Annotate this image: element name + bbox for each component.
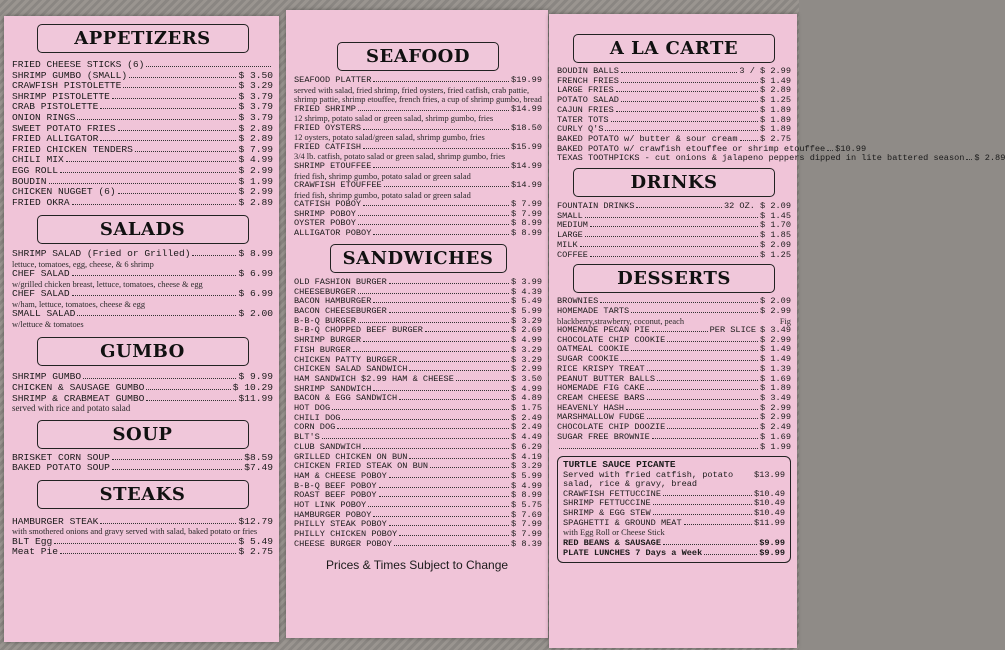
item-name: CHEESEBURGER — [294, 286, 356, 297]
item-name: SEAFOOD PLATTER — [294, 75, 372, 85]
per-slice-label: PER SLICE — [709, 325, 757, 336]
item-name: FRIED CHICKEN TENDERS — [12, 143, 133, 155]
item-price: 32 OZ. $ 2.09 — [723, 201, 791, 212]
fig-label: Fig — [779, 316, 791, 326]
item-price: $ 3.29 — [511, 344, 542, 355]
item-price: $ 3.79 — [238, 90, 273, 102]
item-price: $ 1.89 — [760, 104, 791, 115]
item-price: $ 3.29 — [511, 354, 542, 365]
item-price: $ 4.99 — [511, 383, 542, 394]
item-price: $ 3.99 — [511, 276, 542, 287]
item-price: $ 2.49 — [511, 422, 542, 433]
item-price: $ 2.99 — [760, 305, 791, 316]
spaghetti-note: with Egg Roll or Cheese Stick — [563, 528, 665, 538]
item-price: $ 3.50 — [238, 69, 273, 81]
item-name: FRIED CATFISH — [294, 141, 362, 152]
menu-panel-right — [549, 14, 1005, 648]
item-price: $ 1.89 — [760, 124, 791, 135]
item-name: BACON CHEESEBURGER — [294, 305, 387, 316]
special-title-price: $13.99 — [754, 469, 785, 480]
menu-item — [294, 181, 542, 191]
gumbo-header: GUMBO — [37, 337, 249, 366]
menu-item — [294, 229, 542, 239]
item-price: $ 2.49 — [760, 422, 791, 433]
item-name: CRAWFISH ETOUFFEE — [294, 179, 382, 190]
item-name: HOMEMADE TARTS — [557, 305, 630, 316]
item-name: CAJUN FRIES — [557, 104, 614, 115]
item-name: BACON HAMBURGER — [294, 296, 372, 307]
item-note: 12 shrimp, potato salad or green salad, shrimp gumbo, fries — [294, 114, 494, 124]
item-name: PHILLY STEAK POBOY — [294, 519, 387, 530]
item-name: FRENCH FRIES — [557, 75, 619, 86]
item-name: FISH BURGER — [294, 344, 351, 355]
item-price: $ 5.99 — [511, 470, 542, 481]
prices-notice: Prices & Times Subject to Change — [325, 557, 509, 572]
item-price: $ 3.50 — [511, 373, 542, 384]
item-name: SHRIMP GUMBO — [12, 371, 82, 383]
item-price: $ 7.69 — [511, 509, 542, 520]
menu-item — [557, 202, 791, 212]
item-name: COFFEE — [557, 249, 588, 260]
item-price: $ 2.99 — [760, 334, 791, 345]
item-price: $ 4.49 — [511, 432, 542, 443]
item-note: served with salad, fried shrimp, fried oysters, fried catfish, crab pattie, shrimp pattie, shrimp etouffee, french fries, a cup of shrimp gumbo, bread — [294, 85, 542, 105]
item-name: HOT LINK POBOY — [294, 500, 367, 511]
menu-panel-left — [4, 16, 279, 642]
item-price: $ 3.29 — [238, 80, 273, 92]
item-name: CRAB PISTOLETTE — [12, 101, 99, 113]
plate-lunch-name: PLATE LUNCHES 7 Days a Week — [563, 548, 703, 559]
item-price: $ 4.39 — [511, 286, 542, 297]
item-name: CLUB SANDWICH — [294, 441, 362, 452]
item-note: w/lettuce & tomatoes — [12, 319, 84, 329]
item-name: TEXAS TOOTHPICKS - cut onions & jalapeno peppers dipped in lite battered season — [557, 153, 965, 164]
item-price: $15.99 — [511, 141, 542, 152]
item-price: $ 1.75 — [511, 403, 542, 414]
item-price: $ 4.99 — [238, 154, 273, 166]
item-name: CREAM CHEESE BARS — [557, 392, 645, 403]
item-price: $11.99 — [238, 392, 273, 404]
item-price: $12.79 — [238, 515, 273, 527]
item-name: POTATO SALAD — [557, 95, 619, 106]
appetizers-list — [12, 60, 273, 208]
menu-item — [12, 289, 273, 300]
item-name: SHRIMP & EGG STEW — [563, 508, 651, 519]
item-price: $ 2.75 — [238, 546, 273, 558]
item-price: $ 7.99 — [511, 199, 542, 210]
item-price: $ 8.99 — [511, 490, 542, 501]
menu-item — [12, 463, 273, 474]
sandwiches-header: SANDWICHES — [330, 244, 507, 273]
gumbo-list — [12, 372, 273, 404]
item-price: $10.49 — [754, 508, 785, 519]
item-price: $ 2.99 — [238, 186, 273, 198]
item-price: $ 3.29 — [511, 461, 542, 472]
plate-lunch-price: $9.99 — [759, 548, 785, 559]
item-name: CHICKEN PATTY BURGER — [294, 354, 398, 365]
item-name: B-B-Q BURGER — [294, 315, 356, 326]
item-name: CHOCOLATE CHIP DOOZIE — [557, 422, 666, 433]
item-price: $ 3.49 — [760, 392, 791, 403]
special-title-note-row — [563, 471, 785, 490]
menu-item — [294, 423, 542, 433]
soup-header: SOUP — [37, 420, 249, 449]
item-price: $ 1.25 — [760, 95, 791, 106]
menu-item — [12, 547, 273, 558]
item-name: PEANUT BUTTER BALLS — [557, 373, 655, 384]
menu-item — [557, 221, 791, 231]
item-name: ALLIGATOR POBOY — [294, 228, 372, 239]
item-name: OLD FASHION BURGER — [294, 276, 387, 287]
item-name: SHRIMP POBOY — [294, 208, 356, 219]
item-name: CHOCOLATE CHIP COOKIE — [557, 334, 666, 345]
item-name: SHRIMP FETTUCCINE — [563, 498, 651, 509]
item-price: $ 2.89 — [760, 85, 791, 96]
red-beans-name: RED BEANS & SAUSAGE — [563, 537, 661, 548]
item-name: HOT DOG — [294, 403, 331, 414]
item-name: B-B-Q BEEF POBOY — [294, 480, 377, 491]
item-price: $ 7.99 — [511, 529, 542, 540]
item-price: $ 2.75 — [760, 133, 791, 144]
item-name: BLT'S — [294, 432, 320, 443]
item-price: $8.59 — [244, 451, 273, 463]
item-name: CHILI DOG — [294, 412, 341, 423]
item-name: BACON & EGG SANDWICH — [294, 393, 398, 404]
item-price: $ 2.00 — [238, 308, 273, 320]
item-name: HAMBURGER POBOY — [294, 509, 372, 520]
item-name: BLT Egg — [12, 535, 53, 547]
item-name: CHICKEN & SAUSAGE GUMBO — [12, 381, 145, 393]
item-name: SUGAR COOKIE — [557, 354, 619, 365]
special-title: TURTLE SAUCE PICANTE — [563, 459, 676, 471]
item-name: HOMEMADE FIG CAKE — [557, 383, 645, 394]
item-name: ONION RINGS — [12, 111, 76, 123]
special-title-note: Served with fried catfish, potato salad, rice & gravy, bread — [563, 469, 734, 490]
item-name: SHRIMP PISTOLETTE — [12, 90, 110, 102]
drinks-list — [557, 202, 791, 260]
item-name: B-B-Q CHOPPED BEEF BURGER — [294, 325, 423, 336]
menu-item — [563, 519, 785, 529]
item-price: $ 9.99 — [238, 371, 273, 383]
item-name: FOUNTAIN DRINKS — [557, 201, 635, 212]
item-name: PHILLY CHICKEN POBOY — [294, 529, 398, 540]
seafood-header: SEAFOOD — [337, 42, 499, 71]
item-price: $ 1.99 — [760, 441, 791, 452]
item-price: $ 6.99 — [238, 288, 273, 300]
menu-item — [12, 309, 273, 320]
item-name: OATMEAL COOKIE — [557, 344, 630, 355]
item-name: MARSHMALLOW FUDGE — [557, 412, 645, 423]
item-note: w/ham, lettuce, tomatoes, cheese & egg — [12, 299, 146, 309]
steaks-header: STEAKS — [37, 480, 249, 509]
menu-item — [12, 113, 273, 124]
item-price: $ 7.99 — [511, 519, 542, 530]
item-price: $ 2.99 — [511, 364, 542, 375]
item-name: SHRIMP & CRABMEAT GUMBO — [12, 392, 145, 404]
item-note: fried fish, shrimp gumbo, potato salad or green salad — [294, 190, 471, 200]
menu-item — [12, 60, 273, 71]
item-name: SMALL SALAD — [12, 308, 76, 320]
specials-list — [563, 490, 785, 529]
item-price: $ 1.69 — [760, 431, 791, 442]
menu-item — [557, 433, 791, 443]
item-price: $ 8.39 — [511, 538, 542, 549]
item-name: FRIED ALLIGATOR — [12, 133, 99, 145]
seafood-list — [294, 76, 542, 239]
item-note: w/grilled chicken breast, lettuce, tomatoes, cheese & egg — [12, 279, 203, 289]
item-name: CHICKEN NUGGET (6) — [12, 186, 116, 198]
item-name: HOMEMADE PECAN PIE — [557, 325, 650, 336]
red-beans-price: $9.99 — [759, 537, 785, 548]
item-price: $ 2.99 — [238, 164, 273, 176]
item-price: $10.99 — [835, 143, 867, 154]
item-name: FRIED CHEESE STICKS (6) — [12, 59, 145, 70]
item-price: $ 2.89 — [974, 153, 1005, 164]
item-price: $ 2.49 — [511, 412, 542, 423]
item-name: SPAGHETTI & GROUND MEAT — [563, 517, 682, 528]
item-name: CRAWFISH FETTUCCINE — [563, 488, 661, 499]
menu-item — [12, 269, 273, 280]
item-price: $ 1.85 — [760, 230, 791, 241]
menu-item — [557, 231, 791, 241]
item-name: Meat Pie — [12, 546, 59, 558]
item-price: $ 3.49 — [760, 325, 791, 336]
item-price: $ 3.79 — [238, 111, 273, 123]
item-price: $ 2.89 — [238, 122, 273, 134]
menu-item — [294, 143, 542, 153]
item-name: BAKED POTATO w/ crawfish etouffee or shrimp etouffee — [557, 143, 826, 154]
item-price: $ 5.99 — [511, 305, 542, 316]
item-price: $ 4.89 — [511, 393, 542, 404]
item-price: $14.99 — [511, 160, 542, 171]
item-note: 3/4 lb. catfish, potato salad or green salad, shrimp gumbo, fries — [294, 152, 506, 162]
menu-item — [12, 383, 273, 394]
menu-item — [294, 76, 542, 86]
item-price: $ 1.49 — [760, 75, 791, 86]
item-name: BOUDIN BALLS — [557, 66, 619, 76]
item-name: FRIED OKRA — [12, 196, 70, 208]
item-name: LARGE — [557, 230, 583, 241]
item-name: MEDIUM — [557, 220, 588, 231]
item-price: $ 4.99 — [511, 335, 542, 346]
item-name: SHRIMP SANDWICH — [294, 383, 372, 394]
item-name: HAM SANDWICH $2.99 HAM & CHEESE — [294, 373, 454, 384]
item-price: $ 2.09 — [760, 239, 791, 250]
item-note: 12 oysters, potato salad/green salad, shrimp gumbo, fries — [294, 133, 485, 143]
item-name: SWEET POTATO FRIES — [12, 122, 116, 134]
item-price: $ 1.49 — [760, 344, 791, 355]
menu-item — [12, 517, 273, 528]
item-price: $ 1.89 — [760, 114, 791, 125]
item-price: $10.49 — [754, 498, 785, 509]
item-price: $ 6.29 — [511, 441, 542, 452]
item-note: with smothered onions and gravy served with salad, baked potato or fries — [12, 527, 258, 537]
item-price: $ 3.79 — [238, 101, 273, 113]
menu-item — [557, 241, 791, 251]
item-name: FRIED OYSTERS — [294, 122, 362, 133]
menu-item — [557, 443, 791, 453]
item-name: CHICKEN SALAD SANDWICH — [294, 364, 408, 375]
item-price: $ 2.99 — [760, 412, 791, 423]
item-price: $ 2.89 — [238, 133, 273, 145]
appetizers-header: APPETIZERS — [37, 24, 249, 53]
item-price: $ 8.99 — [511, 218, 542, 229]
item-name: SHRIMP GUMBO (SMALL) — [12, 69, 128, 81]
item-price: $10.49 — [754, 488, 785, 499]
item-price: $ 1.70 — [760, 220, 791, 231]
item-name: BAKED POTATO w/ butter & sour cream — [557, 133, 738, 144]
item-price: $ 1.39 — [760, 363, 791, 374]
specials-box — [557, 456, 791, 563]
menu-item — [294, 124, 542, 134]
item-price: $ 8.99 — [238, 248, 273, 260]
item-name: TATER TOTS — [557, 114, 609, 125]
salads-list — [12, 249, 273, 329]
menu-item — [294, 540, 542, 550]
item-name: MILK — [557, 239, 578, 250]
item-price: $ 4.99 — [511, 480, 542, 491]
item-price: $ 2.69 — [511, 325, 542, 336]
item-price: $ 10.29 — [232, 381, 273, 393]
item-name: SHRIMP SALAD (Fried or Grilled) — [12, 248, 191, 260]
item-name: BRISKET CORN SOUP — [12, 451, 110, 463]
item-price: $ 1.25 — [760, 249, 791, 260]
sandwiches-list — [294, 278, 542, 550]
item-price: $ 4.19 — [511, 451, 542, 462]
item-name: CHICKEN FRIED STEAK ON BUN — [294, 461, 429, 472]
item-name: OYSTER POBOY — [294, 218, 356, 229]
gumbo-note: served with rice and potato salad — [12, 403, 131, 414]
item-price: $19.99 — [511, 75, 542, 85]
menu-panel-middle — [286, 10, 548, 638]
item-price: $11.99 — [754, 517, 785, 528]
item-price: $ 5.49 — [511, 296, 542, 307]
menu-item — [557, 307, 791, 317]
item-name: CRAWFISH PISTOLETTE — [12, 80, 122, 92]
item-name: RICE KRISPY TREAT — [557, 363, 645, 374]
item-price: $ 1.99 — [238, 175, 273, 187]
item-name: CHEESE BURGER POBOY — [294, 538, 392, 549]
menu-item — [294, 105, 542, 115]
item-name: BROWNIES — [557, 296, 599, 307]
item-name: SHRIMP BURGER — [294, 335, 362, 346]
item-name: CORN DOG — [294, 422, 336, 433]
drinks-header: DRINKS — [573, 168, 775, 197]
item-name: HAM & CHEESE POBOY — [294, 470, 387, 481]
item-name: CHEF SALAD — [12, 288, 70, 300]
menu-item — [12, 166, 273, 177]
item-price: $ 5.75 — [511, 500, 542, 511]
item-price: $ 1.89 — [760, 383, 791, 394]
salads-header: SALADS — [37, 215, 249, 244]
item-name: LARGE FRIES — [557, 85, 614, 96]
item-price: $ 1.49 — [760, 354, 791, 365]
item-note: fried fish, shrimp gumbo, potato salad or green salad — [294, 171, 471, 181]
item-name: BOUDIN — [12, 175, 47, 187]
item-name: EGG ROLL — [12, 164, 59, 176]
menu-item — [557, 212, 791, 222]
menu-item — [557, 153, 1005, 164]
item-name: SHRIMP ETOUFFEE — [294, 160, 372, 171]
item-price: $ 7.99 — [511, 208, 542, 219]
item-name: CATFISH POBOY — [294, 199, 362, 210]
item-name: SUGAR FREE BROWNIE — [557, 431, 650, 442]
item-price: $ 2.89 — [238, 196, 273, 208]
item-name: FRIED SHRIMP — [294, 103, 356, 114]
red-beans-row — [563, 538, 785, 549]
item-name: GRILLED CHICKEN ON BUN — [294, 451, 408, 462]
item-price: $ 1.69 — [760, 373, 791, 384]
item-name: BAKED POTATO SOUP — [12, 462, 110, 474]
item-price: $ 3.29 — [511, 315, 542, 326]
item-price: $ 1.45 — [760, 210, 791, 221]
item-name: HAMBURGER STEAK — [12, 515, 99, 527]
item-price: $ 8.99 — [511, 228, 542, 239]
item-name: SMALL — [557, 210, 583, 221]
desserts-list — [557, 297, 791, 452]
item-name: ROAST BEEF POBOY — [294, 490, 377, 501]
item-note: lettuce, tomatoes, egg, cheese, & 6 shrimp — [12, 259, 154, 269]
item-price: $ 6.99 — [238, 268, 273, 280]
item-price: 3 / $ 2.99 — [739, 66, 791, 76]
alacarte-list — [557, 66, 1005, 164]
item-name: CHEF SALAD — [12, 268, 70, 280]
alacarte-header: A LA CARTE — [573, 34, 775, 63]
plate-lunch-row — [563, 548, 785, 559]
item-price: $ 2.09 — [760, 296, 791, 307]
menu-item — [294, 394, 542, 404]
item-note: blackberry,strawberry, coconut, peach Fig — [557, 316, 791, 326]
menu-item — [12, 198, 273, 209]
item-name: HEAVENLY HASH — [557, 402, 625, 413]
item-name: CHILI MIX — [12, 154, 64, 166]
item-price: $14.99 — [511, 179, 542, 190]
item-price: $7.49 — [244, 462, 273, 474]
soup-list — [12, 453, 273, 474]
item-price: $ 5.49 — [238, 535, 273, 547]
menu-item — [557, 251, 791, 261]
menu-item — [12, 249, 273, 260]
item-price: $ 2.99 — [760, 402, 791, 413]
desserts-header: DESSERTS — [573, 264, 775, 293]
item-name: CURLY Q'S — [557, 124, 604, 135]
steaks-list — [12, 517, 273, 558]
item-price: $ 7.99 — [238, 143, 273, 155]
item-price: $18.50 — [511, 122, 542, 133]
menu-item — [294, 162, 542, 172]
item-price: $14.99 — [511, 103, 542, 114]
